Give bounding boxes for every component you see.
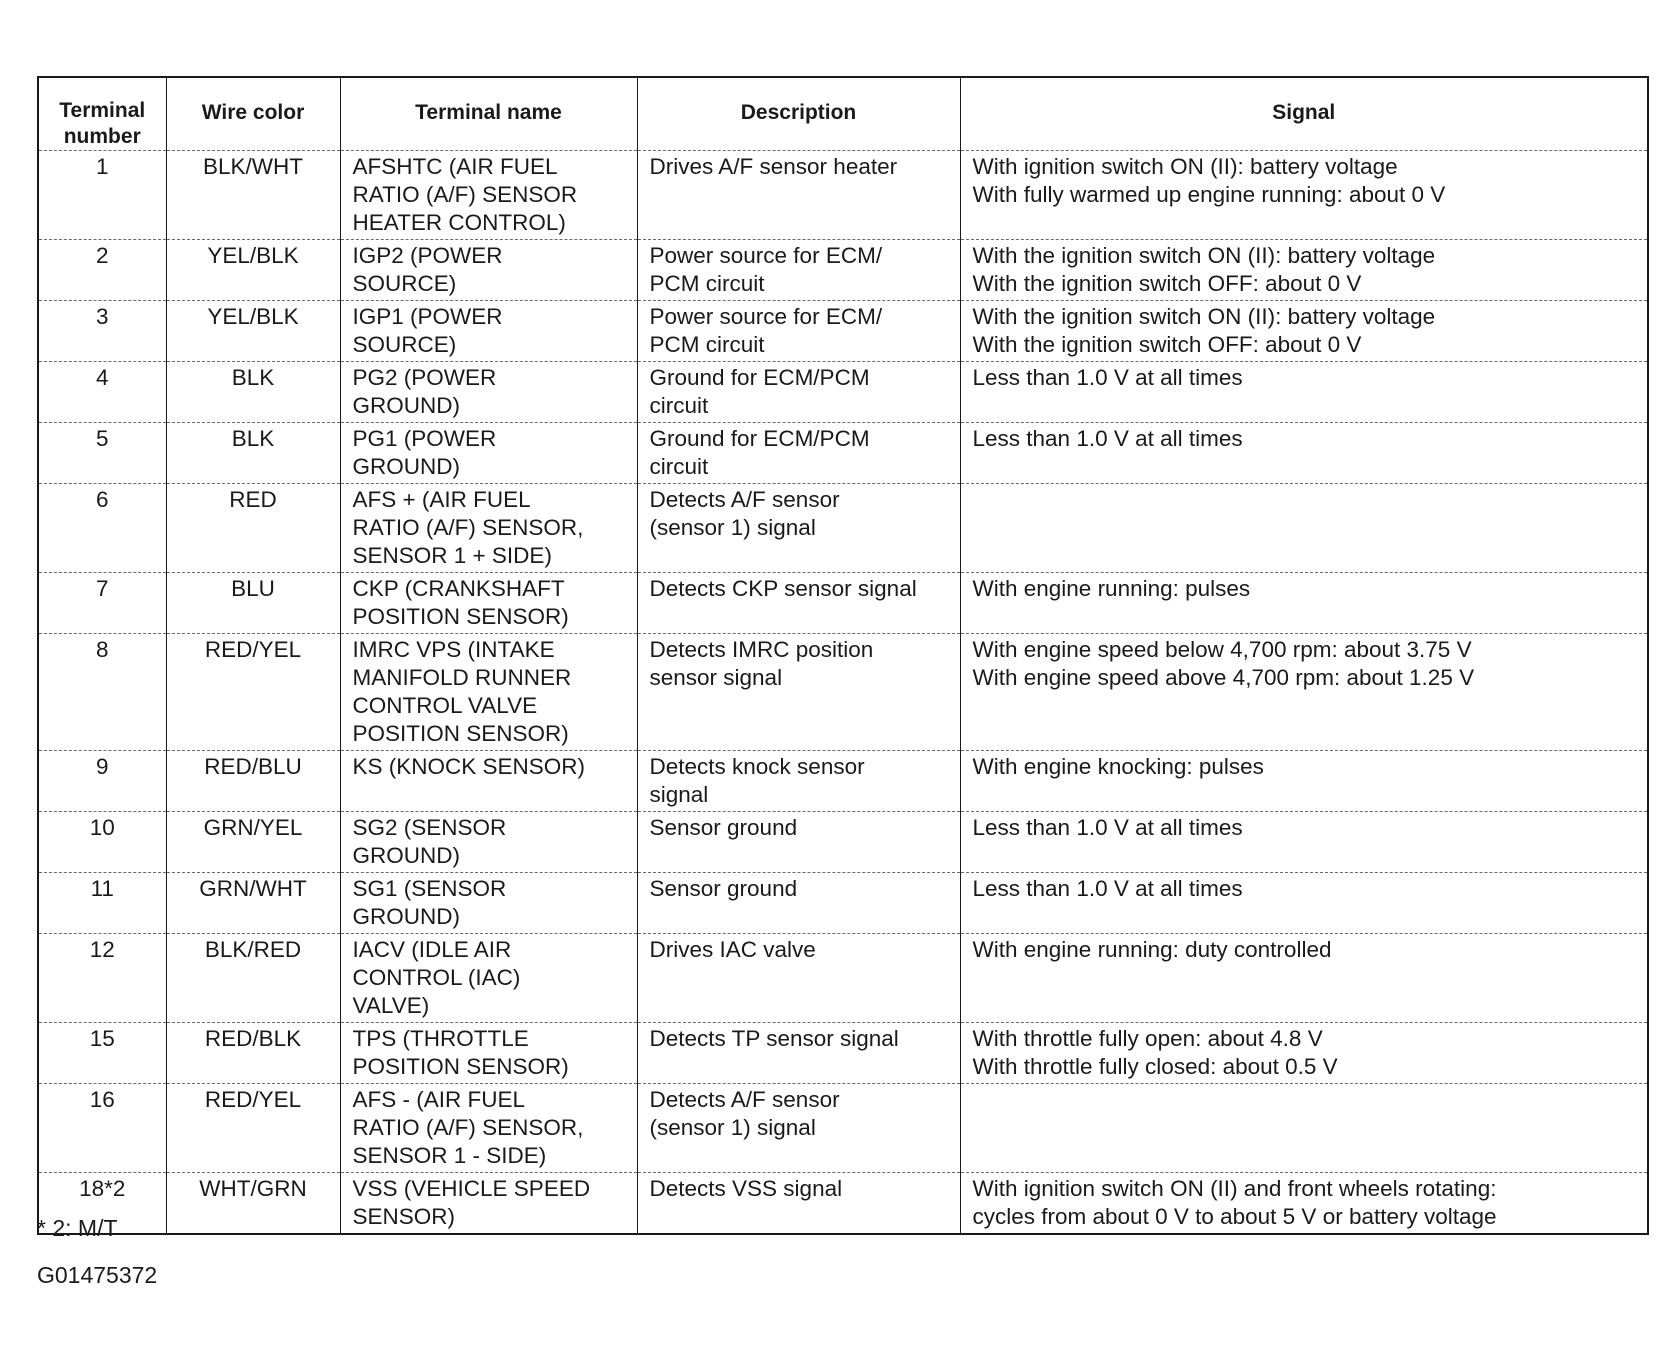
cell-signal-line: With throttle fully open: about 4.8 V — [972, 1026, 1323, 1051]
cell-terminal-number: 3 — [38, 301, 166, 362]
cell-signal — [960, 1173, 1648, 1235]
cell-signal-line: With throttle fully closed: about 0.5 V — [972, 1054, 1338, 1079]
cell-terminal-name-line: AFSHTC (AIR FUEL — [352, 154, 558, 179]
cell-terminal-number: 12 — [38, 934, 166, 1023]
cell-signal-line: With ignition switch ON (II): battery voltage — [972, 154, 1398, 179]
cell-terminal-name — [340, 1173, 637, 1235]
cell-description-line: circuit — [649, 393, 709, 418]
cell-terminal-name-line: VSS (VEHICLE SPEED — [352, 1176, 591, 1201]
cell-terminal-number: 18*2 — [38, 1173, 166, 1235]
table-row — [38, 573, 1648, 634]
cell-terminal-name-line: SENSOR 1 - SIDE) — [352, 1143, 547, 1168]
cell-description-line: Detects CKP sensor signal — [649, 576, 917, 601]
cell-signal — [960, 934, 1648, 1023]
cell-terminal-name — [340, 1084, 637, 1173]
cell-description — [637, 1023, 960, 1084]
cell-terminal-name-line: IGP1 (POWER — [352, 304, 503, 329]
cell-signal — [960, 301, 1648, 362]
cell-terminal-name-line: POSITION SENSOR) — [352, 1054, 569, 1079]
cell-description — [637, 301, 960, 362]
cell-description-line: Drives A/F sensor heater — [649, 154, 898, 179]
cell-signal-line: With engine knocking: pulses — [972, 754, 1264, 779]
cell-terminal-name-line: GROUND) — [352, 904, 460, 929]
cell-signal — [960, 1023, 1648, 1084]
table-row — [38, 151, 1648, 240]
cell-terminal-name — [340, 362, 637, 423]
cell-description — [637, 362, 960, 423]
table-row — [38, 751, 1648, 812]
cell-signal-line: Less than 1.0 V at all times — [972, 365, 1243, 390]
cell-signal — [960, 873, 1648, 934]
cell-wire-color: BLU — [166, 573, 340, 634]
cell-terminal-name-line: CONTROL VALVE — [352, 693, 538, 718]
cell-description-line: Power source for ECM/ — [649, 304, 883, 329]
cell-terminal-name-line: POSITION SENSOR) — [352, 604, 569, 629]
cell-description-line: circuit — [649, 454, 709, 479]
cell-wire-color: BLK — [166, 362, 340, 423]
cell-terminal-name — [340, 484, 637, 573]
cell-wire-color: BLK/RED — [166, 934, 340, 1023]
cell-terminal-name — [340, 751, 637, 812]
cell-signal — [960, 751, 1648, 812]
cell-terminal-name-line: POSITION SENSOR) — [352, 721, 569, 746]
cell-wire-color: RED/YEL — [166, 1084, 340, 1173]
cell-terminal-name-line: GROUND) — [352, 454, 460, 479]
cell-description-line: Power source for ECM/ — [649, 243, 883, 268]
cell-description-line: Drives IAC valve — [649, 937, 816, 962]
cell-description — [637, 151, 960, 240]
cell-description-line: sensor signal — [649, 665, 783, 690]
cell-wire-color: WHT/GRN — [166, 1173, 340, 1235]
cell-description — [637, 1084, 960, 1173]
table-row — [38, 1023, 1648, 1084]
cell-wire-color: BLK — [166, 423, 340, 484]
cell-signal — [960, 812, 1648, 873]
cell-signal-line: With engine running: pulses — [972, 576, 1251, 601]
cell-terminal-name — [340, 873, 637, 934]
cell-terminal-number: 8 — [38, 634, 166, 751]
table-row — [38, 301, 1648, 362]
cell-terminal-name-line: TPS (THROTTLE — [352, 1026, 529, 1051]
table-row — [38, 634, 1648, 751]
table-row — [38, 1173, 1648, 1235]
terminal-table-container — [37, 76, 1647, 1235]
cell-terminal-number: 1 — [38, 151, 166, 240]
cell-terminal-name-line: GROUND) — [352, 393, 460, 418]
cell-terminal-name-line: HEATER CONTROL) — [352, 210, 566, 235]
cell-terminal-number: 16 — [38, 1084, 166, 1173]
cell-terminal-name — [340, 573, 637, 634]
cell-terminal-name-line: SENSOR) — [352, 1204, 456, 1229]
header-description: Description — [637, 77, 960, 151]
cell-description-line: Ground for ECM/PCM — [649, 365, 870, 390]
cell-wire-color: GRN/WHT — [166, 873, 340, 934]
footnote: * 2: M/T — [37, 1215, 118, 1241]
cell-terminal-name-line: SENSOR 1 + SIDE) — [352, 543, 552, 568]
cell-signal — [960, 240, 1648, 301]
cell-wire-color: RED/BLK — [166, 1023, 340, 1084]
cell-description — [637, 873, 960, 934]
table-row — [38, 240, 1648, 301]
cell-terminal-number: 9 — [38, 751, 166, 812]
cell-description — [637, 484, 960, 573]
table-row — [38, 362, 1648, 423]
cell-description — [637, 573, 960, 634]
cell-description — [637, 751, 960, 812]
cell-signal-line: With the ignition switch ON (II): battery voltage — [972, 304, 1436, 329]
cell-wire-color: BLK/WHT — [166, 151, 340, 240]
table-header-row — [38, 77, 1648, 151]
cell-signal — [960, 362, 1648, 423]
cell-terminal-name — [340, 634, 637, 751]
cell-terminal-name-line: SOURCE) — [352, 271, 457, 296]
terminal-table — [37, 76, 1649, 1235]
cell-terminal-name-line: MANIFOLD RUNNER — [352, 665, 572, 690]
cell-terminal-number: 11 — [38, 873, 166, 934]
table-row — [38, 484, 1648, 573]
cell-description-line: Detects A/F sensor — [649, 1087, 840, 1112]
cell-description-line: signal — [649, 782, 709, 807]
cell-wire-color: YEL/BLK — [166, 301, 340, 362]
cell-signal — [960, 484, 1648, 573]
cell-signal — [960, 423, 1648, 484]
table-row — [38, 423, 1648, 484]
cell-terminal-number: 7 — [38, 573, 166, 634]
cell-terminal-name-line: SG1 (SENSOR — [352, 876, 507, 901]
cell-description-line: Ground for ECM/PCM — [649, 426, 870, 451]
cell-signal-line: With fully warmed up engine running: about 0 V — [972, 182, 1446, 207]
table-row — [38, 1084, 1648, 1173]
cell-terminal-name-line: IMRC VPS (INTAKE — [352, 637, 555, 662]
cell-terminal-name-line: AFS - (AIR FUEL — [352, 1087, 526, 1112]
cell-signal — [960, 151, 1648, 240]
cell-description-line: PCM circuit — [649, 332, 765, 357]
cell-signal-line: cycles from about 0 V to about 5 V or battery voltage — [972, 1204, 1497, 1229]
cell-terminal-name-line: RATIO (A/F) SENSOR, — [352, 1115, 584, 1140]
cell-terminal-name-line: CKP (CRANKSHAFT — [352, 576, 565, 601]
cell-terminal-name-line: IACV (IDLE AIR — [352, 937, 512, 962]
cell-description-line: Detects TP sensor signal — [649, 1026, 899, 1051]
cell-description — [637, 423, 960, 484]
cell-signal-line: Less than 1.0 V at all times — [972, 876, 1243, 901]
cell-description — [637, 1173, 960, 1235]
cell-description-line: Detects A/F sensor — [649, 487, 840, 512]
cell-terminal-name — [340, 423, 637, 484]
cell-terminal-name-line: PG2 (POWER — [352, 365, 497, 390]
cell-terminal-number: 15 — [38, 1023, 166, 1084]
cell-description — [637, 634, 960, 751]
cell-terminal-name-line: SOURCE) — [352, 332, 457, 357]
table-row — [38, 934, 1648, 1023]
cell-signal — [960, 1084, 1648, 1173]
cell-terminal-name — [340, 240, 637, 301]
cell-description-line: PCM circuit — [649, 271, 765, 296]
header-signal: Signal — [960, 77, 1648, 151]
cell-description-line: Sensor ground — [649, 815, 798, 840]
header-terminal-number: Terminal number — [59, 99, 146, 148]
cell-terminal-name — [340, 934, 637, 1023]
cell-description-line: (sensor 1) signal — [649, 1115, 816, 1140]
cell-terminal-name-line: KS (KNOCK SENSOR) — [352, 754, 586, 779]
cell-description-line: (sensor 1) signal — [649, 515, 816, 540]
cell-description — [637, 240, 960, 301]
cell-description-line: Sensor ground — [649, 876, 798, 901]
cell-terminal-name-line: IGP2 (POWER — [352, 243, 503, 268]
cell-terminal-name-line: SG2 (SENSOR — [352, 815, 507, 840]
cell-signal-line: With ignition switch ON (II) and front wheels rotating: — [972, 1176, 1497, 1201]
cell-wire-color: RED — [166, 484, 340, 573]
cell-signal-line: Less than 1.0 V at all times — [972, 815, 1243, 840]
cell-signal — [960, 634, 1648, 751]
cell-signal-line: With engine speed below 4,700 rpm: about 3.75 V — [972, 637, 1472, 662]
cell-wire-color: YEL/BLK — [166, 240, 340, 301]
cell-terminal-name-line: GROUND) — [352, 843, 460, 868]
cell-terminal-name — [340, 1023, 637, 1084]
cell-terminal-name — [340, 812, 637, 873]
cell-description — [637, 934, 960, 1023]
cell-signal-line: With the ignition switch OFF: about 0 V — [972, 271, 1362, 296]
cell-wire-color: GRN/YEL — [166, 812, 340, 873]
cell-terminal-number: 6 — [38, 484, 166, 573]
cell-terminal-name-line: RATIO (A/F) SENSOR — [352, 182, 578, 207]
cell-terminal-name — [340, 301, 637, 362]
cell-terminal-number: 4 — [38, 362, 166, 423]
cell-description-line: Detects VSS signal — [649, 1176, 843, 1201]
cell-wire-color: RED/BLU — [166, 751, 340, 812]
cell-terminal-name-line: CONTROL (IAC) — [352, 965, 521, 990]
cell-description — [637, 812, 960, 873]
table-row — [38, 812, 1648, 873]
cell-terminal-name — [340, 151, 637, 240]
cell-description-line: Detects knock sensor — [649, 754, 865, 779]
table-row — [38, 873, 1648, 934]
cell-terminal-name-line: AFS + (AIR FUEL — [352, 487, 531, 512]
header-wire-color: Wire color — [166, 77, 340, 151]
header-terminal-name: Terminal name — [340, 77, 637, 151]
cell-terminal-number: 5 — [38, 423, 166, 484]
cell-signal-line: Less than 1.0 V at all times — [972, 426, 1243, 451]
cell-terminal-name-line: RATIO (A/F) SENSOR, — [352, 515, 584, 540]
cell-signal-line: With engine running: duty controlled — [972, 937, 1332, 962]
table-body — [38, 151, 1648, 1235]
cell-signal-line: With engine speed above 4,700 rpm: about 1.25 V — [972, 665, 1475, 690]
cell-terminal-number: 2 — [38, 240, 166, 301]
cell-signal-line: With the ignition switch OFF: about 0 V — [972, 332, 1362, 357]
cell-wire-color: RED/YEL — [166, 634, 340, 751]
cell-description-line: Detects IMRC position — [649, 637, 874, 662]
cell-signal-line: With the ignition switch ON (II): battery voltage — [972, 243, 1436, 268]
figure-id: G01475372 — [37, 1262, 158, 1288]
cell-terminal-number: 10 — [38, 812, 166, 873]
cell-signal — [960, 573, 1648, 634]
cell-terminal-name-line: PG1 (POWER — [352, 426, 497, 451]
cell-terminal-name-line: VALVE) — [352, 993, 430, 1018]
